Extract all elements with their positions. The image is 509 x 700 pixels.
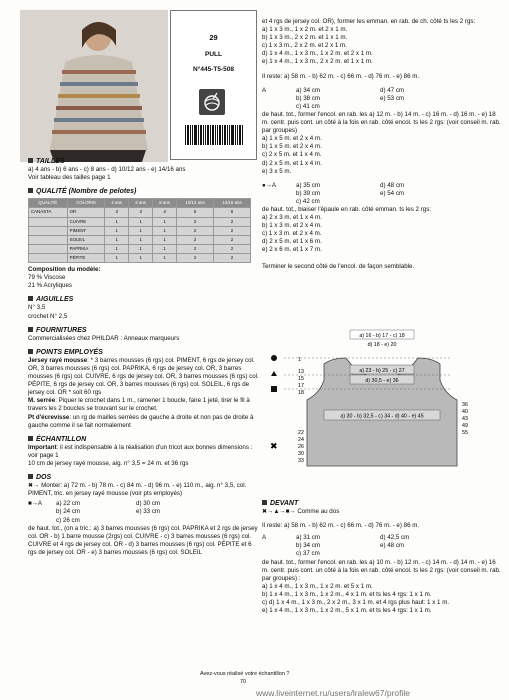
dos-intro: ✖→ Monter: a) 72 m. - b) 78 m. - c) 84 m. - d) 96 m. - e) 110 m., aig. n° 3,5, col. PIMENT, tric. en jersey rayé mousse (voir pts employés) xyxy=(28,482,247,498)
left-measures xyxy=(298,357,304,464)
square-marker-icon xyxy=(271,386,277,392)
right-column xyxy=(262,18,502,271)
table-row xyxy=(29,244,251,253)
composition-title: Composition du modèle: xyxy=(28,266,101,274)
devant-heights xyxy=(262,534,502,558)
measure-label: 36 xyxy=(462,402,468,408)
triangle-marker-icon xyxy=(271,371,277,376)
bullet-square-icon xyxy=(28,296,33,301)
table-cell: PIMENT xyxy=(67,226,105,235)
height-value: e) 53 cm xyxy=(380,94,405,102)
table-cell: 1 xyxy=(129,226,153,235)
devant-encol: de haut. tot., former l'encol. en rab. les a) 10 m. - b) 12 m. - c) 14 m. - d) 14 m. - e) 16 m. centr. puis cont. un côté à la fois en rab. côté encol. ts les 2 rgs: (voir conseil m. rab. par groupes) : xyxy=(262,558,501,582)
terminer-line: Terminer le second côté de l'encol. de façon semblable. xyxy=(262,262,415,270)
barcode-stripe xyxy=(212,125,215,145)
table-cell: CUIVRE xyxy=(67,217,105,226)
bullet-square-icon xyxy=(28,474,33,479)
aiguilles-heading: AIGUILLES xyxy=(28,296,260,304)
epaule-text: de haut. tot., biaiser l'épaule en rab. côté emman. ts les 2 rgs: xyxy=(262,205,432,213)
barcode-stripe xyxy=(203,125,204,145)
encol-text: de haut. tot., former l'encol. en rab. les a) 12 m. - b) 14 m. - c) 16 m. - d) 16 m. - e) 18 m. centr. puis cont. un côté à la fois en rab. côté encol. ts les 2 rgs: (voir conseil m. rab. par groupes) xyxy=(262,110,501,135)
table-cell: PÉPITE xyxy=(67,253,105,262)
table-header: 14/16 ans xyxy=(214,199,251,208)
table-cell: 2 xyxy=(214,244,251,253)
height-value: e) 48 cm xyxy=(380,542,405,550)
devant-heading: DEVANT xyxy=(262,500,502,508)
height-value: b) 34 cm xyxy=(296,542,321,550)
table-cell xyxy=(29,253,68,262)
epaule-line: e) 2 x 6 m. et 1 x 7 m. xyxy=(262,246,322,254)
devant-intro: ✖→▲→■→ Comme au dos xyxy=(262,508,340,516)
pattern-info-box xyxy=(170,10,257,160)
encol-line: d) 2 x 5 m. et 1 x 4 m. xyxy=(262,159,322,167)
devant-line: c) d) 1 x 4 m., 1 x 3 m., 2 x 2 m., 3 x 1 m. et 4 rgs plus haut: 1 x 1 m. xyxy=(262,599,450,607)
table-cell: OR xyxy=(67,208,105,217)
point-maille-serree: M. serrée: Piquer le crochet dans 1 m., ramener 1 boucle, faire 1 jeté, tirer le fil à travers les 2 boucles se trouvant sur le crochet. xyxy=(28,397,250,413)
height-value: e) 54 cm xyxy=(380,189,405,197)
barcode-stripe xyxy=(194,125,197,145)
table-cell: 1 xyxy=(153,244,177,253)
encol-line: b) 1 x 5 m. et 2 x 4 m. xyxy=(262,143,322,151)
epaule-line: d) 2 x 5 m. et 1 x 6 m. xyxy=(262,238,322,246)
table-cell: 2 xyxy=(177,253,214,262)
barcode-stripe xyxy=(219,125,221,145)
table-cell: 1 xyxy=(153,235,177,244)
measure-label: 40 xyxy=(462,409,468,415)
table-cell xyxy=(29,235,68,244)
page-number: 70 xyxy=(240,679,247,685)
bullet-square-icon xyxy=(28,349,33,354)
table-cell: 3 xyxy=(105,208,129,217)
reste-line: Il reste: a) 58 m. - b) 62 m. - c) 66 m. - d) 76 m. - e) 86 m. xyxy=(262,72,420,80)
height-value: a) 31 cm xyxy=(296,534,321,542)
footer-question: Avez-vous réalisé votre échantillon ? xyxy=(200,671,290,677)
yarn-ball-icon xyxy=(199,89,225,115)
table-cell: 2 xyxy=(214,217,251,226)
height-value: b) 24 cm xyxy=(56,508,81,516)
barcode-stripe xyxy=(185,125,186,145)
emman-line: e) 1 x 4 m., 1 x 3 m., 2 x 2 m. et 1 x 1 m. xyxy=(262,58,373,66)
tailles-heading: TAILLES xyxy=(28,158,260,166)
right-measures xyxy=(462,402,468,436)
measure-label: 30 xyxy=(298,451,304,457)
qualite-heading: QUALITÉ (Nombre de pelotes) xyxy=(28,188,260,196)
table-cell: 2 xyxy=(177,244,214,253)
marker-a: A xyxy=(262,86,267,94)
table-header: 10/12 ans xyxy=(177,199,214,208)
devant-line: e) 1 x 4 m., 1 x 3 m., 1 x 2 m., 5 x 1 m. et ts les 4 rgs: 1 x 1 m. xyxy=(262,607,432,615)
barcode-stripe xyxy=(242,125,243,145)
tailles-sizes: a) 4 ans - b) 6 ans - c) 8 ans - d) 10/12 ans - e) 14/16 ans xyxy=(28,166,186,174)
measure-label: 43 xyxy=(462,416,468,422)
barcode-stripe xyxy=(187,125,189,145)
measure-label: 13 xyxy=(298,369,304,375)
aiguilles-line: N° 3,5 xyxy=(28,304,46,312)
table-cell: 4 xyxy=(153,208,177,217)
table-header: 8 ans xyxy=(153,199,177,208)
table-cell: 1 xyxy=(105,244,129,253)
table-row xyxy=(29,235,251,244)
table-cell xyxy=(29,226,68,235)
height-value: b) 38 cm xyxy=(296,94,321,102)
table-cell: 2 xyxy=(214,226,251,235)
barcode-stripe xyxy=(215,125,216,145)
barcode-stripe xyxy=(239,125,241,145)
table-cell: 1 xyxy=(105,253,129,262)
emman-line: a) 1 x 3 m., 1 x 2 m. et 2 x 1 m. xyxy=(262,26,348,34)
height-value: d) 48 cm xyxy=(380,181,405,189)
echantillon-line: 10 cm de jersey rayé mousse, aig. n° 3,5 = 24 m. et 36 rgs xyxy=(28,460,189,467)
table-header: COLORIS xyxy=(67,199,105,208)
bottom-measure: a) 30 - b) 32,5 - c) 34 - d) 40 - e) 45 xyxy=(340,413,424,420)
emman-intro: et 4 rgs de jersey col. OR), former les emman. en rab. de ch. côté ts les 2 rgs: xyxy=(262,18,476,25)
measure-label: 24 xyxy=(298,437,304,443)
point-ecrevisse: Pt d'écrevisse: un rg de mailles serrées de gauche à droite et non pas de droite à gauche comme il se fait normalement xyxy=(28,413,254,429)
table-cell: 1 xyxy=(129,244,153,253)
left-column xyxy=(28,152,260,557)
barcode-stripe xyxy=(192,125,193,145)
bullet-square-icon xyxy=(28,436,33,441)
dos-heights xyxy=(28,500,260,524)
epaule-line: b) 1 x 3 m. et 2 x 4 m. xyxy=(262,222,322,230)
barcode-stripe xyxy=(229,125,230,145)
table-cell: 1 xyxy=(105,235,129,244)
barcode-stripe xyxy=(190,125,191,145)
height-value: b) 39 cm xyxy=(296,189,321,197)
barcode-stripe xyxy=(224,125,226,145)
emman-line: c) 1 x 3 m., 2 x 2 m. et 2 x 1 m. xyxy=(262,42,347,50)
table-header: 6 ans xyxy=(129,199,153,208)
table-cell: 1 xyxy=(153,226,177,235)
measure-label: 22 xyxy=(298,430,304,436)
height-value: c) 37 cm xyxy=(296,550,320,558)
pattern-reference: N°445-T5-508 xyxy=(193,66,234,73)
bullet-square-icon xyxy=(262,500,267,505)
table-cell: 1 xyxy=(153,253,177,262)
barcode-stripe xyxy=(210,125,211,145)
circle-marker-icon xyxy=(271,355,277,361)
measure-label: 49 xyxy=(462,423,468,429)
table-cell: 1 xyxy=(129,217,153,226)
barcode-stripe xyxy=(235,125,236,145)
encol-line: e) 3 x 5 m. xyxy=(262,167,292,175)
tailles-note: Voir tableau des tailles page 1 xyxy=(28,174,111,182)
measure-label: 15 xyxy=(298,376,304,382)
table-cell: CANASTA xyxy=(29,208,68,217)
point-jersey: Jersey rayé mousse: * 3 barres mousses (6 rgs) col. PIMENT, 6 rgs de jersey col. OR, 3 barres mousses (6 rgs) col. PAPRIKA, 6 rgs de jersey col. OR, 3 barres mousses (6 rgs) col. CUIVRE, 6 rgs de jersey col. OR, 3 barres mousses (6 rgs) col. PÉPITE, 6 rgs de jersey col. OR, 3 barres mousses (6 rgs) col. SOLEIL, 6 rgs de jersey col. OR * soit 60 rgs xyxy=(28,356,259,397)
barcode-icon xyxy=(185,125,243,145)
table-cell: 1 xyxy=(153,217,177,226)
points-heading: POINTS EMPLOYÉS xyxy=(28,349,260,357)
table-cell: 2 xyxy=(177,217,214,226)
emman-line: b) 1 x 3 m., 2 x 2 m. et 1 x 1 m. xyxy=(262,34,348,42)
height-value: a) 34 cm xyxy=(296,86,321,94)
barcode-stripe xyxy=(227,125,228,145)
barcode-stripe xyxy=(237,125,238,145)
height-value: e) 33 cm xyxy=(136,508,161,516)
pattern-diagram xyxy=(262,328,502,488)
measure-label: 1 xyxy=(298,357,301,363)
composition-line: 21 % Acryliques xyxy=(28,282,73,290)
echantillon-important: Important: il est indispensable à la réalisation d'un tricot aux bonnes dimensions : voir page 1 xyxy=(28,443,253,459)
fournitures-line: Commercialisées chez PHILDAR : Anneaux marqueurs xyxy=(28,334,180,342)
watermark: www.liveinternet.ru/users/lralew67/profile xyxy=(256,688,411,698)
yarn-quantity-table xyxy=(28,198,251,263)
pattern-number: 29 xyxy=(209,33,218,42)
table-cell: 2 xyxy=(214,235,251,244)
marker-circle: ●→A xyxy=(262,181,277,189)
table-cell: 1 xyxy=(129,253,153,262)
epaule-line: a) 2 x 3 m. et 1 x 4 m. xyxy=(262,214,322,222)
pattern-name: PULL xyxy=(205,51,222,58)
dos-marker: ■→A xyxy=(28,500,43,508)
top-measure: a) 16 - b) 17 - c) 18 xyxy=(359,333,405,339)
table-header: QUALITÉ xyxy=(29,199,68,208)
measure-label: 55 xyxy=(462,430,468,436)
devant-column xyxy=(262,500,502,615)
cross-marker-icon: ✖ xyxy=(270,441,278,451)
table-row xyxy=(29,253,251,262)
height-value: d) 30 cm xyxy=(136,500,161,508)
difficulty-icon xyxy=(199,89,225,115)
heights-block xyxy=(262,87,502,111)
barcode-stripe xyxy=(205,125,206,145)
table-cell xyxy=(29,217,68,226)
table-cell: 1 xyxy=(105,217,129,226)
height-value: d) 47 cm xyxy=(380,86,405,94)
height-value: c) 41 cm xyxy=(296,102,320,110)
composition-line: 79 % Viscose xyxy=(28,274,66,282)
measure-label: 18 xyxy=(298,390,304,396)
measure-label: 33 xyxy=(298,458,304,464)
table-cell xyxy=(29,244,68,253)
table-cell: 1 xyxy=(129,235,153,244)
epaule-line: c) 1 x 3 m. et 2 x 4 m. xyxy=(262,230,322,238)
measure-label: 26 xyxy=(298,444,304,450)
model-illustration xyxy=(20,10,168,162)
aiguilles-line: crochet N° 2,5 xyxy=(28,312,68,320)
measure-label: 17 xyxy=(298,383,304,389)
table-cell: 2 xyxy=(214,253,251,262)
encol-line: c) 2 x 5 m. et 1 x 4 m. xyxy=(262,151,322,159)
dos-heading: DOS xyxy=(28,474,260,482)
top-measure-2: d) 18 - e) 20 xyxy=(367,342,397,348)
emman-line: d) 1 x 4 m., 1 x 3 m., 1 x 2 m. et 2 x 1 m. xyxy=(262,50,373,58)
mid-measure-2: d) 30,5 - e) 36 xyxy=(365,378,399,384)
height-value: c) 26 cm xyxy=(56,516,80,524)
table-cell: 5 xyxy=(177,208,214,217)
table-cell: PAPRIKA xyxy=(67,244,105,253)
table-header-row xyxy=(29,199,251,208)
bullet-square-icon xyxy=(28,188,33,193)
bullet-square-icon xyxy=(28,327,33,332)
table-header: 4 ans xyxy=(105,199,129,208)
bullet-square-icon xyxy=(28,158,33,163)
table-cell: 3 xyxy=(129,208,153,217)
table-cell: 2 xyxy=(177,235,214,244)
model-photo xyxy=(20,10,168,162)
table-cell: 2 xyxy=(177,226,214,235)
height-value: c) 42 cm xyxy=(296,197,320,205)
barcode-stripe xyxy=(231,125,234,145)
table-row xyxy=(29,226,251,235)
height-value: a) 35 cm xyxy=(296,181,321,189)
devant-line: b) 1 x 4 m., 1 x 3 m., 1 x 2 m., 4 x 1 m. et ts les 4 rgs: 1 x 1 m. xyxy=(262,590,432,598)
table-cell: SOLEIL xyxy=(67,235,105,244)
table-row xyxy=(29,208,251,217)
heights-block-2 xyxy=(262,182,502,206)
barcode-stripe xyxy=(207,125,209,145)
barcode-stripe xyxy=(217,125,218,145)
table-cell: 6 xyxy=(214,208,251,217)
barcode-stripe xyxy=(198,125,199,145)
echantillon-heading: ÉCHANTILLON xyxy=(28,436,260,444)
barcode-stripe xyxy=(200,125,202,145)
devant-reste: Il reste: a) 58 m. - b) 62 m. - c) 66 m. - d) 76 m. - e) 86 m. xyxy=(262,522,420,530)
marker-a: A xyxy=(262,534,267,542)
height-value: a) 22 cm xyxy=(56,500,81,508)
table-row xyxy=(29,217,251,226)
barcode-stripe xyxy=(222,125,223,145)
devant-line: a) 1 x 4 m., 1 x 3 m., 1 x 2 m. et 5 x 1 m. xyxy=(262,582,373,590)
mid-measure: a) 23 - b) 25 - c) 27 xyxy=(359,368,405,374)
dos-text: de haut. tot., (on a tric.: a) 3 barres mousses (6 rgs) col. PAPRIKA et 2 rgs de jersey col. OR - b) 1 barre mousse (2rgs) col. CUIVRE - c) 3 barres mousses (6 rgs) col. CUIVRE et 4 rgs de jersey col. OR - d) 3 barres mousses (6 rgs) col. PÉPITE et 6 rgs de jersey col. OR - e) 3 barres mousses (6 rgs) col. SOLEIL xyxy=(28,524,258,556)
encol-line: a) 1 x 5 m. et 2 x 4 m. xyxy=(262,135,322,143)
table-cell: 1 xyxy=(105,226,129,235)
height-value: d) 42,5 cm xyxy=(380,534,410,542)
fournitures-heading: FOURNITURES xyxy=(28,327,260,335)
